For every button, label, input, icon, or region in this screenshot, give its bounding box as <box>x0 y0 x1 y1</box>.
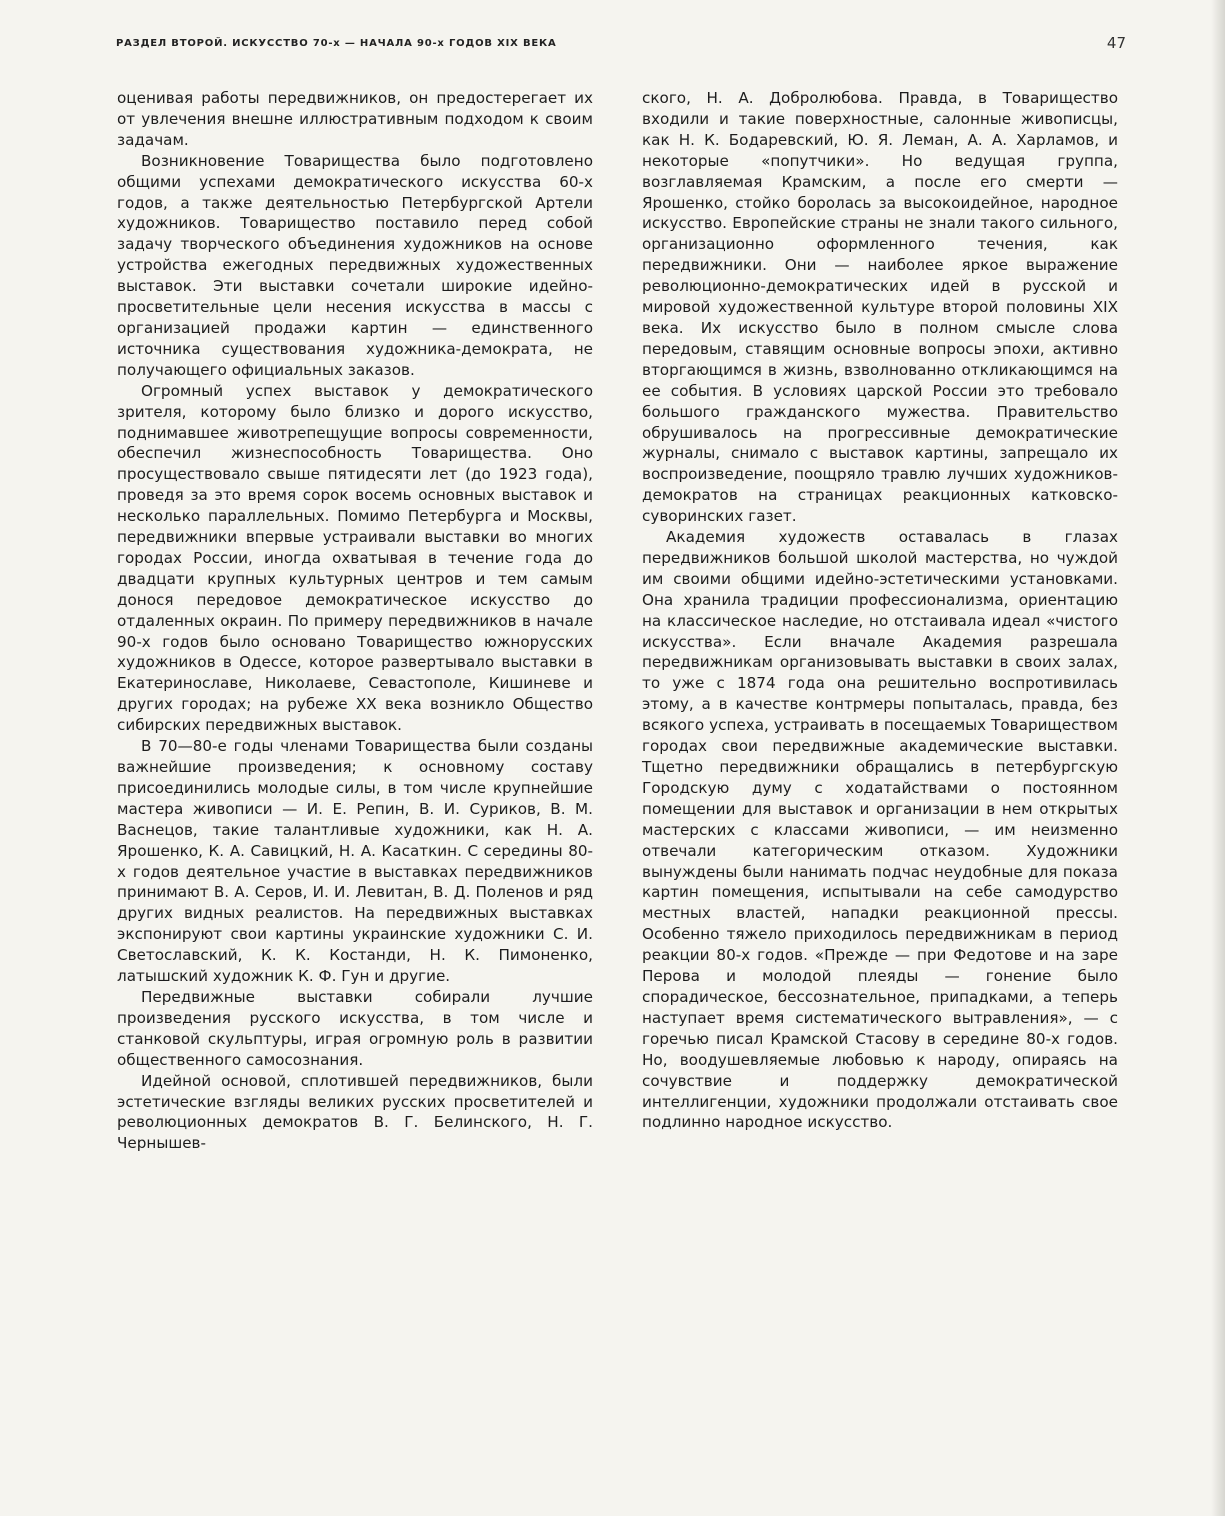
left-column <box>117 88 593 1154</box>
running-head: РАЗДЕЛ ВТОРОЙ. ИСКУССТВО 70-х — НАЧАЛА 90-х ГОДОВ XIX ВЕКА <box>116 38 557 49</box>
page-edge-shadow <box>1211 0 1225 1516</box>
page-header <box>116 36 1126 56</box>
paragraph: Академия художеств оставалась в глазах передвижников большой школой мастерства, но чуждой им своими общими идейно-эстетическими установками. Она хранила традиции профессионализма, ориентацию на классическое наследие, но отстаивала идеал «чистого искусства». Если вначале Академия разрешала передвижникам организовывать выставки в своих залах, то уже с 1874 года она решительно воспротивилась этому, а в качестве контрмеры попыталась, правда, без всякого успеха, устраивать в посещаемых Товариществом городах свои передвижные академические выставки. Тщетно передвижники обращались в петербургскую Городскую думу с ходатайствами о постоянном помещении для выставок и организации в нем открытых мастерских с классами живописи, — им неизменно отвечали категорическим отказом. Художники вынуждены были нанимать подчас неудобные для показа картин помещения, испытывали на себе самодурство местных властей, нападки реакционной прессы. Особенно тяжело приходилось передвижникам в период реакции 80-х годов. «Прежде — при Федотове и на заре Перова и молодой плеяды — гонение было спорадическое, бессознательное, припадками, а теперь наступает время систематического вытравления», — с горечью писал Крамской Стасову в середине 80-х годов. Но, воодушевляемые любовью к народу, опираясь на сочувствие и поддержку демократической интеллигенции, художники продолжали отстаивать свое подлинно народное искусство. <box>642 528 1118 1132</box>
page-number: 47 <box>1106 34 1126 52</box>
paragraph: Передвижные выставки собирали лучшие произведения русского искусства, в том числе и станковой скульптуры, играя огромную роль в развитии общественного самосознания. <box>117 987 593 1069</box>
paragraph: В 70—80-е годы членами Товарищества были созданы важнейшие произведения; к основному составу присоединились молодые силы, в том числе крупнейшие мастера живописи — И. Е. Репин, В. И. Суриков, В. М. Васнецов, такие талантливые художники, как Н. А. Ярошенко, К. А. Савицкий, Н. А. Касаткин. С середины 80-х годов деятельное участие в выставках передвижников принимают В. А. Серов, И. И. Левитан, В. Д. Поленов и ряд других видных реалистов. На передвижных выставках экспонируют свои картины украинские художники С. И. Светославский, К. К. Костанди, Н. К. Пимоненко, латышский художник К. Ф. Гун и другие. <box>117 737 593 986</box>
paragraph: Идейной основой, сплотившей передвижников, были эстетические взгляды великих русских просветителей и революционных демократов В. Г. Белинского, Н. Г. Чернышев- <box>117 1071 593 1153</box>
paragraph: оценивая работы передвижников, он предостерегает их от увлечения внешне иллюстративным подходом к своим задачам. <box>117 89 593 149</box>
right-column <box>642 88 1118 1133</box>
paragraph: Огромный успех выставок у демократического зрителя, которому было близко и дорого искусство, поднимавшее животрепещущие вопросы современности, обеспечил жизнеспособность Товарищества. Оно просуществовало свыше пятидесяти лет (до 1923 года), проведя за это время сорок восемь основных выставок и несколько параллельных. Помимо Петербурга и Москвы, передвижники впервые устраивали выставки во многих городах России, иногда охватывая в течение года до двадцати крупных культурных центров и тем самым донося передовое демократическое искусство до отдаленных окраин. По примеру передвижников в начале 90-х годов было основано Товарищество южнорусских художников в Одессе, которое развертывало выставки в Екатеринославе, Николаеве, Севастополе, Кишиневе и других городах; на рубеже XX века возникло Общество сибирских передвижных выставок. <box>117 381 593 735</box>
paragraph: Возникновение Товарищества было подготовлено общими успехами демократического искусства 60-х годов, а также деятельностью Петербургской Артели художников. Товарищество поставило перед собой задачу творческого объединения художников на основе устройства ежегодных передвижных художественных выставок. Эти выставки сочетали широкие идейно-просветительные цели несения искусства в массы с организацией продажи картин — единственного источника существования художника-демократа, не получающего официальных заказов. <box>117 151 593 379</box>
paragraph: ского, Н. А. Добролюбова. Правда, в Товарищество входили и такие поверхностные, салонные живописцы, как Н. К. Бодаревский, Ю. Я. Леман, А. А. Харламов, и некоторые «попутчики». Но ведущая группа, возглавляемая Крамским, а после его смерти — Ярошенко, стойко боролась за высокоидейное, народное искусство. Европейские страны не знали такого сильного, организационно оформленного течения, как передвижники. Они — наиболее яркое выражение революционно-демократических идей в русской и мировой художественной культуре второй половины XIX века. Их искусство было в полном смысле слова передовым, ставящим основные вопросы эпохи, активно вторгающимся в жизнь, взволнованно откликающимся на ее события. В условиях царской России это требовало большого гражданского мужества. Правительство обрушивалось на прогрессивные демократические журналы, снимало с выставок картины, запрещало их воспроизведение, поощряло травлю лучших художников-демократов на страницах реакционных катковско-суворинских газет. <box>642 89 1118 526</box>
